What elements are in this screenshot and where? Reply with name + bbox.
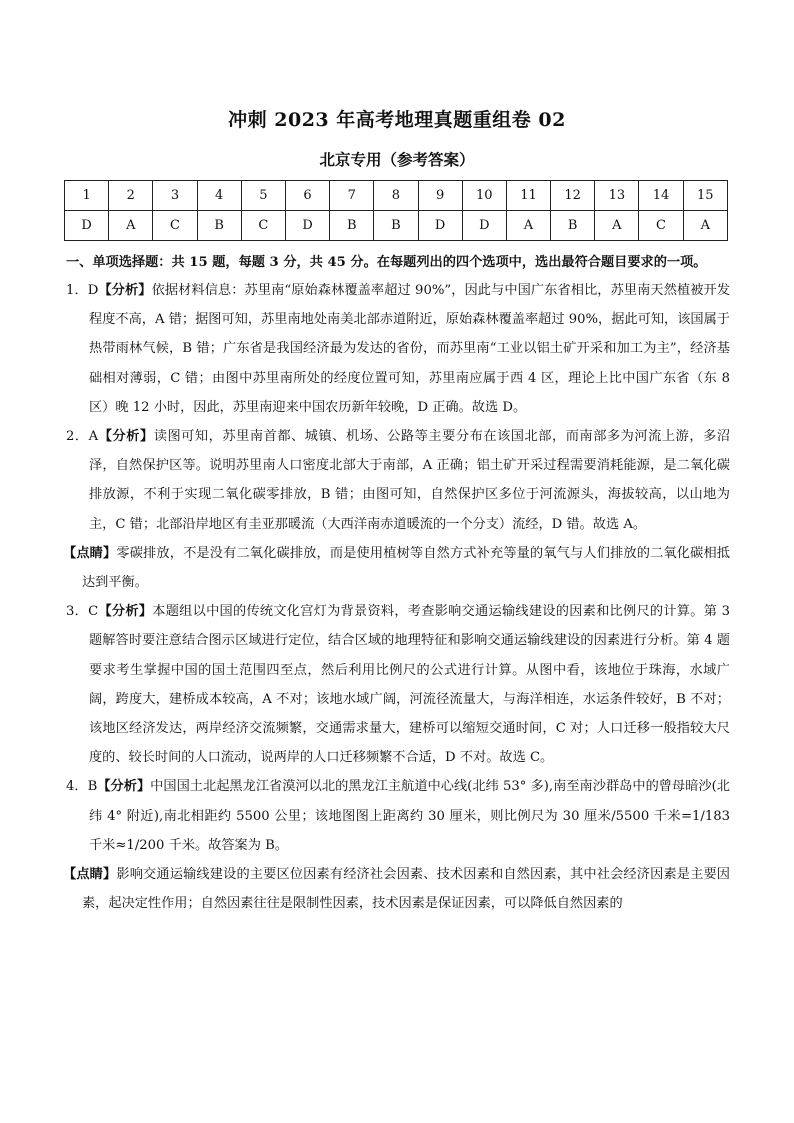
question-number-cell: 2	[109, 181, 153, 211]
answer-cell: C	[639, 211, 683, 241]
answer-cell: B	[197, 211, 241, 241]
paragraph-tag: 【分析】	[98, 429, 154, 445]
question-number-cell: 14	[639, 181, 683, 211]
paragraph-text: 依据材料信息：苏里南“原始森林覆盖率超过 90%”，因此与中国广东省相比，苏里南天然植被开发程度不高，A 错；据图可知，苏里南地处南美北部赤道附近，原始森林覆盖率超过 90%，据此可知，该国属于热带雨林气候，B 错；广东省是我国经济最为发达的省份，而苏里南“工业以铝土矿开采和加工为主”，经济基础相对薄弱，C 错；由图中苏里南所处的经度位置可知，苏里南应属于西 4 区，理论上比中国广东省（东 8 区）晚 12 小时，因此，苏里南迎来中国农历新年较晚，D 正确。故选 D。	[89, 283, 731, 415]
page-title: 冲刺 2023 年高考地理真题重组卷 02	[228, 109, 566, 131]
paragraph-tag: 【点睛】	[63, 867, 117, 883]
answer-cell: D	[65, 211, 109, 241]
paragraph-text: 影响交通运输线建设的主要区位因素有经济社会因素、技术因素和自然因素，其中社会经济因素是主要因素，起决定性作用；自然因素往往是限制性因素，技术因素是保证因素，可以降低自然因素的	[82, 867, 730, 912]
question-answer-prefix: 2．A	[66, 429, 99, 445]
question-number-cell: 15	[683, 181, 727, 211]
paragraph-tag: 【分析】	[98, 283, 152, 298]
question-answer-prefix: 1．D	[66, 283, 99, 298]
answer-cell: D	[418, 211, 462, 241]
question-number-cell: 8	[374, 181, 418, 211]
note-paragraph	[63, 539, 730, 597]
answer-cell: D	[462, 211, 506, 241]
question-number-cell: 4	[197, 181, 241, 211]
question-number-cell: 1	[65, 181, 109, 211]
answer-row	[65, 211, 728, 241]
question-number-row	[65, 181, 728, 211]
answer-cell: C	[241, 211, 285, 241]
question-number-cell: 6	[285, 181, 329, 211]
page-subtitle: 北京专用（参考答案）	[319, 150, 475, 169]
question-number-cell: 7	[330, 181, 374, 211]
question-number-cell: 11	[506, 181, 550, 211]
explanation-paragraph	[66, 597, 730, 772]
answer-cell: D	[285, 211, 329, 241]
question-answer-prefix: 3．C	[66, 604, 99, 620]
paragraph-text: 读图可知，苏里南首都、城镇、机场、公路等主要分布在该国北部，而南部多为河流上游，多沼泽，自然保护区等。说明苏里南人口密度北部大于南部，A 正确；铝土矿开采过程需要消耗能源，是二氧化碳排放源，不利于实现二氧化碳零排放，B 错；由图可知，自然保护区多位于河流源头，海拔较高，以山地为主，C 错；北部沿岸地区有圭亚那暖流（大西洋南赤道暖流的一个分支）流经，D 错。故选 A。	[89, 429, 731, 532]
answer-cell: A	[109, 211, 153, 241]
note-paragraph	[63, 860, 730, 918]
question-number-cell: 3	[153, 181, 197, 211]
answer-cell: B	[330, 211, 374, 241]
question-answer-prefix: 4．B	[66, 779, 98, 795]
explanation-paragraph	[66, 422, 730, 539]
answer-cell: C	[153, 211, 197, 241]
question-number-cell: 5	[241, 181, 285, 211]
question-number-cell: 12	[551, 181, 595, 211]
section-heading: 一、单项选择题：共 15 题，每题 3 分，共 45 分。在每题列出的四个选项中，选出最符合题目要求的一项。	[66, 255, 707, 270]
paragraph-tag: 【分析】	[97, 779, 151, 795]
paragraph-tag: 【分析】	[98, 604, 153, 620]
explanation-paragraph	[66, 276, 730, 422]
explanations	[63, 276, 731, 918]
question-number-cell: 9	[418, 181, 462, 211]
paragraph-text: 中国国土北起黑龙江省漠河以北的黑龙江主航道中心线(北纬 53° 多),南至南沙群岛中的曾母暗沙(北纬 4° 附近),南北相距约 5500 公里；该地图图上距离约 30 厘米，则比例尺为 30 厘米/5500 千米=1/183 千米≈1/200 千米。故答案为 B。	[89, 779, 730, 853]
answer-table	[64, 180, 728, 241]
paragraph-text: 本题组以中国的传统文化宫灯为背景资料，考查影响交通运输线建设的因素和比例尺的计算。第 3 题解答时要注意结合图示区域进行定位，结合区域的地理特征和影响交通运输线建设的因素进行分析。第 4 题要求考生掌握中国的国土范围四至点，然后利用比例尺的公式进行计算。从图中看，该地位于珠海，水域广阔，跨度大，建桥成本较高，A 不对；该地水域广阔，河流径流量大，与海洋相连，水运条件较好，B 不对；该地区经济发达，两岸经济交流频繁，交通需求量大，建桥可以缩短交通时间，C 对；人口迁移一般指较大尺度的、较长时间的人口流动，说两岸的人口迁移频繁不合适，D 不对。故选 C。	[89, 604, 730, 766]
answer-cell: A	[683, 211, 727, 241]
paragraph-tag: 【点睛】	[63, 545, 117, 561]
answer-cell: B	[374, 211, 418, 241]
explanation-paragraph	[66, 772, 730, 860]
question-number-cell: 10	[462, 181, 506, 211]
paragraph-text: 零碳排放，不是没有二氧化碳排放，而是使用植树等自然方式补充等量的氧气与人们排放的二氧化碳相抵达到平衡。	[82, 545, 730, 591]
answer-cell: A	[595, 211, 639, 241]
answer-cell: B	[551, 211, 595, 241]
answer-cell: A	[506, 211, 550, 241]
question-number-cell: 13	[595, 181, 639, 211]
